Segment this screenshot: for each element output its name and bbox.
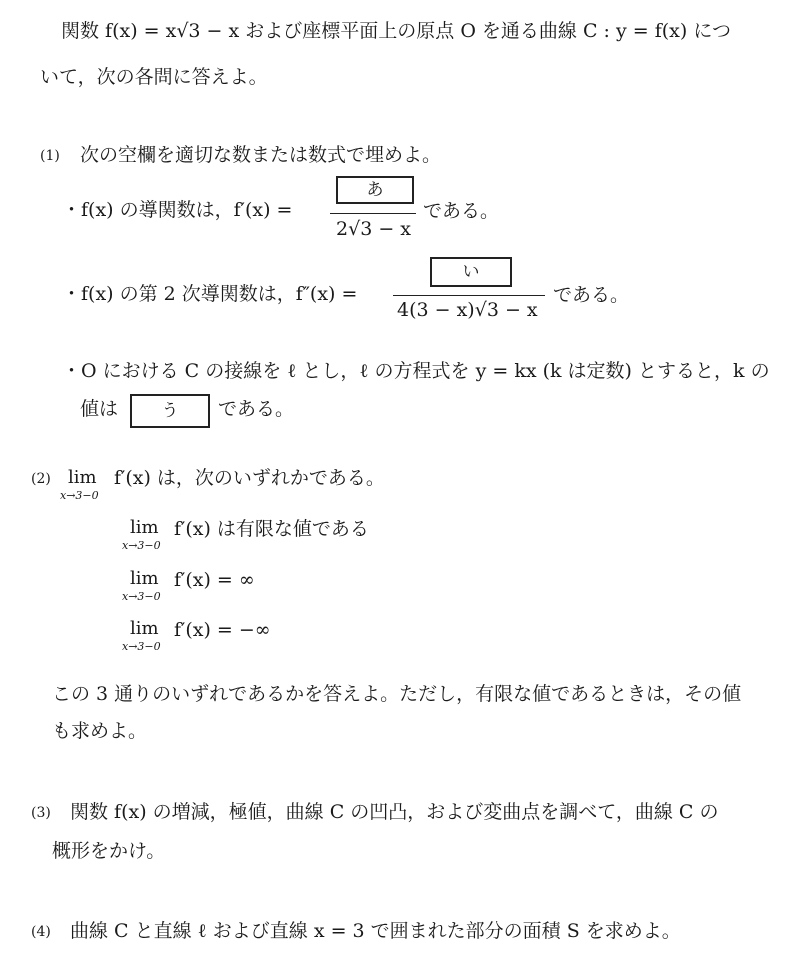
q2-option-3: f′(x) = −∞: [174, 619, 271, 641]
opt3-lim-sub: x→3−0: [122, 640, 161, 653]
q4-text: 曲線 C と直線 ℓ および直線 x = 3 で囲まれた部分の面積 S を求めよ。: [70, 920, 681, 942]
opt2-lim-sub: x→3−0: [122, 590, 161, 603]
q1-item1-tail: である。: [423, 200, 500, 222]
q1-item2-denominator: 4(3 − x)√3 − x: [397, 299, 538, 321]
intro-line-2: いて，次の各問に答えよ。: [40, 66, 268, 88]
opt1-lim-sub: x→3−0: [122, 539, 161, 552]
q3-line2: 概形をかけ。: [52, 840, 166, 862]
q2-closing-line2: も求めよ。: [52, 720, 148, 742]
q2-option-2: f′(x) = ∞: [174, 569, 255, 591]
q1-lead: 次の空欄を適切な数または数式で埋めよ。: [80, 144, 442, 166]
opt1-lim: lim: [130, 517, 159, 538]
q2-option-1: f′(x) は有限な値である: [174, 518, 369, 540]
fraction-bar-1: [330, 213, 416, 214]
q1-number: (1): [40, 148, 60, 164]
q3-line1: 関数 f(x) の増減，極値，曲線 C の凹凸，および変曲点を調べて，曲線 C の: [70, 801, 719, 823]
q1-item1-text: ・f(x) の導関数は，f′(x) =: [62, 199, 293, 221]
q2-lead: f′(x) は，次のいずれかである。: [114, 467, 385, 489]
fraction-bar-2: [393, 295, 545, 296]
opt3-lim: lim: [130, 618, 159, 639]
q2-lim: lim: [68, 467, 97, 488]
q1-item2-tail: である。: [553, 284, 630, 306]
q1-item3-line1: ・O における C の接線を ℓ とし，ℓ の方程式を y = kx (k は定数) とすると，k の: [62, 360, 770, 382]
q4-number: (4): [31, 924, 51, 940]
answer-box-i: い: [430, 257, 512, 287]
q1-item3-tail: である。: [218, 398, 295, 420]
q1-item2-text: ・f(x) の第 2 次導関数は，f″(x) =: [62, 283, 358, 305]
q2-closing-line1: この 3 通りのいずれであるかを答えよ。ただし，有限な値であるときは，その値: [52, 683, 742, 705]
q1-item1-denominator: 2√3 − x: [336, 218, 411, 240]
answer-box-u: う: [130, 394, 210, 428]
q2-lim-sub: x→3−0: [60, 489, 99, 502]
q3-number: (3): [31, 805, 51, 821]
opt2-lim: lim: [130, 568, 159, 589]
answer-box-a: あ: [336, 176, 414, 204]
q2-number: (2): [31, 471, 51, 487]
intro-line-1: 関数 f(x) = x√3 − x および座標平面上の原点 O を通る曲線 C : y = f(x) につ: [42, 20, 731, 42]
q1-item3-text: 値は: [80, 398, 119, 420]
